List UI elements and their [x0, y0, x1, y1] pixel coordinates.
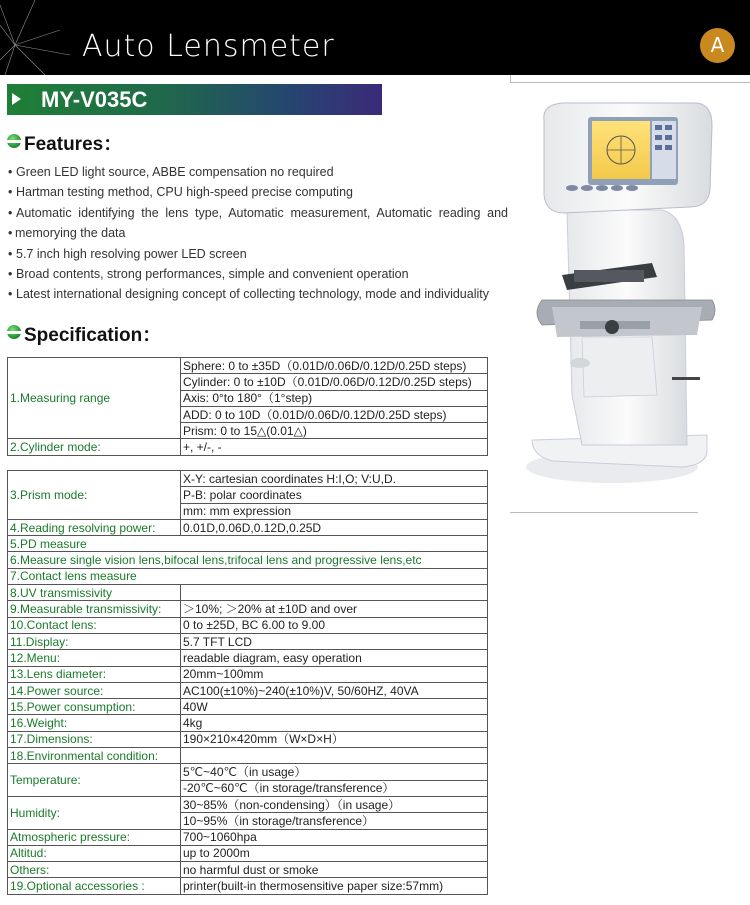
- table-cell-value: 40W: [181, 699, 488, 715]
- table-cell-label: 1.Measuring range: [8, 358, 181, 439]
- list-item: • Automatic identifying the lens type, Automatic measurement, Automatic reading and: [8, 203, 508, 223]
- table-row: [8, 878, 488, 894]
- table-cell-label: 10.Contact lens:: [8, 617, 181, 633]
- table-row: [8, 715, 488, 731]
- table-cell-label: 15.Power consumption:: [8, 699, 181, 715]
- table-row: [8, 650, 488, 666]
- play-arrow-icon: [12, 93, 21, 105]
- table-row: [8, 682, 488, 698]
- list-item: • Latest international designing concept of collecting technology, mode and individuality: [8, 284, 508, 304]
- brand-badge: A: [700, 28, 735, 63]
- table-cell-label: Temperature:: [8, 764, 181, 797]
- table-cell-label: Others:: [8, 862, 181, 878]
- table-cell-label: 17.Dimensions:: [8, 731, 181, 747]
- table-cell-value: ＞10%; ＞20% at ±10D and over: [181, 601, 488, 617]
- table-row: [8, 601, 488, 617]
- green-bullet-icon: [7, 134, 21, 148]
- table-cell-value: printer(built-in thermosensitive paper size:57mm): [181, 878, 488, 894]
- table-cell-label: Altitud:: [8, 845, 181, 861]
- table-row: [8, 666, 488, 682]
- table-row: [8, 731, 488, 747]
- table-cell-value: AC100(±10%)~240(±10%)V, 50/60HZ, 40VA: [181, 682, 488, 698]
- table-cell-value: 0 to ±25D, BC 6.00 to 9.00: [181, 617, 488, 633]
- table-row: [8, 748, 488, 764]
- table-cell-label: 18.Environmental condition:: [8, 748, 181, 764]
- table-cell-value: ADD: 0 to 10D（0.01D/0.06D/0.12D/0.25D steps): [181, 406, 488, 422]
- table-cell-value: 0.01D,0.06D,0.12D,0.25D: [181, 519, 488, 535]
- table-row: [8, 633, 488, 649]
- table-cell-value: 30~85%（non-condensing）（in usage）: [181, 796, 488, 812]
- table-row: [8, 845, 488, 861]
- table-cell-label: 2.Cylinder mode:: [8, 439, 181, 455]
- table-cell-value: -20℃~60℃（in storage/transference）: [181, 780, 488, 796]
- divider: [510, 82, 750, 83]
- table-cell-value: Axis: 0°to 180°（1°step): [181, 390, 488, 406]
- table-cell-value: P-B: polar coordinates: [181, 487, 488, 503]
- table-cell-label: 13.Lens diameter:: [8, 666, 181, 682]
- table-cell-value: 5.7 TFT LCD: [181, 633, 488, 649]
- decorative-rays: [0, 0, 80, 75]
- table-row: [8, 568, 488, 584]
- list-item: • Broad contents, strong performances, simple and convenient operation: [8, 264, 508, 284]
- table-row: [8, 536, 488, 552]
- divider: [510, 512, 698, 513]
- list-item-continuation: • memorying the data: [8, 223, 508, 243]
- table-row: [8, 829, 488, 845]
- spec-table-2: [7, 470, 488, 895]
- table-cell-value: Cylinder: 0 to ±10D（0.01D/0.06D/0.12D/0.25D steps): [181, 374, 488, 390]
- table-cell-value: [181, 585, 488, 601]
- table-row: [8, 796, 488, 812]
- table-cell-label: 4.Reading resolving power:: [8, 519, 181, 535]
- table-row: [8, 617, 488, 633]
- table-cell-label: 9.Measurable transmissivity:: [8, 601, 181, 617]
- features-heading-text: Features: [24, 134, 104, 155]
- table-cell-value: 5℃~40℃（in usage）: [181, 764, 488, 780]
- table-row: [8, 862, 488, 878]
- spec-table-1: [7, 357, 488, 456]
- table-row: [8, 519, 488, 535]
- table-cell-value: [181, 748, 488, 764]
- table-row: [8, 764, 488, 780]
- table-cell-label: 12.Menu:: [8, 650, 181, 666]
- table-row: [8, 358, 488, 374]
- table-cell-label: 7.Contact lens measure: [8, 568, 488, 584]
- features-list: [8, 162, 508, 305]
- model-name: MY-V035C: [41, 87, 148, 112]
- table-row: [8, 552, 488, 568]
- specification-heading-text: Specification: [24, 325, 143, 346]
- lensmeter-product-image: [512, 95, 722, 490]
- table-cell-value: +, +/-, -: [181, 439, 488, 455]
- table-cell-value: 700~1060hpa: [181, 829, 488, 845]
- table-cell-label: Atmospheric pressure:: [8, 829, 181, 845]
- table-cell-value: X-Y: cartesian coordinates H:I,O; V:U,D.: [181, 471, 488, 487]
- header-banner: [0, 0, 750, 75]
- table-cell-label: 6.Measure single vision lens,bifocal lens,trifocal lens and progressive lens,etc: [8, 552, 488, 568]
- green-bullet-icon: [7, 325, 21, 339]
- table-cell-value: 20mm~100mm: [181, 666, 488, 682]
- table-cell-label: 5.PD measure: [8, 536, 488, 552]
- table-row: [8, 471, 488, 487]
- table-cell-value: Prism: 0 to 15△(0.01△): [181, 423, 488, 439]
- list-item: • Green LED light source, ABBE compensation no required: [8, 162, 508, 182]
- list-item: • Hartman testing method, CPU high-speed precise computing: [8, 182, 508, 202]
- table-cell-label: 3.Prism mode:: [8, 471, 181, 520]
- table-cell-label: Humidity:: [8, 796, 181, 829]
- list-item: • 5.7 inch high resolving power LED screen: [8, 244, 508, 264]
- table-cell-label: 11.Display:: [8, 633, 181, 649]
- table-cell-value: mm: mm expression: [181, 503, 488, 519]
- table-cell-value: Sphere: 0 to ±35D（0.01D/0.06D/0.12D/0.25D steps): [181, 358, 488, 374]
- page-title: Auto Lensmeter: [82, 29, 335, 64]
- table-row: [8, 439, 488, 455]
- table-cell-value: 4kg: [181, 715, 488, 731]
- table-cell-label: 19.Optional accessories :: [8, 878, 181, 894]
- table-cell-value: up to 2000m: [181, 845, 488, 861]
- table-cell-label: 14.Power source:: [8, 682, 181, 698]
- table-cell-label: 16.Weight:: [8, 715, 181, 731]
- table-cell-value: 190×210×420mm（W×D×H）: [181, 731, 488, 747]
- table-cell-label: 8.UV transmissivity: [8, 585, 181, 601]
- table-row: [8, 699, 488, 715]
- table-row: [8, 585, 488, 601]
- model-banner: [7, 84, 382, 115]
- table-cell-value: 10~95%（in storage/transference）: [181, 813, 488, 829]
- table-cell-value: no harmful dust or smoke: [181, 862, 488, 878]
- table-cell-value: readable diagram, easy operation: [181, 650, 488, 666]
